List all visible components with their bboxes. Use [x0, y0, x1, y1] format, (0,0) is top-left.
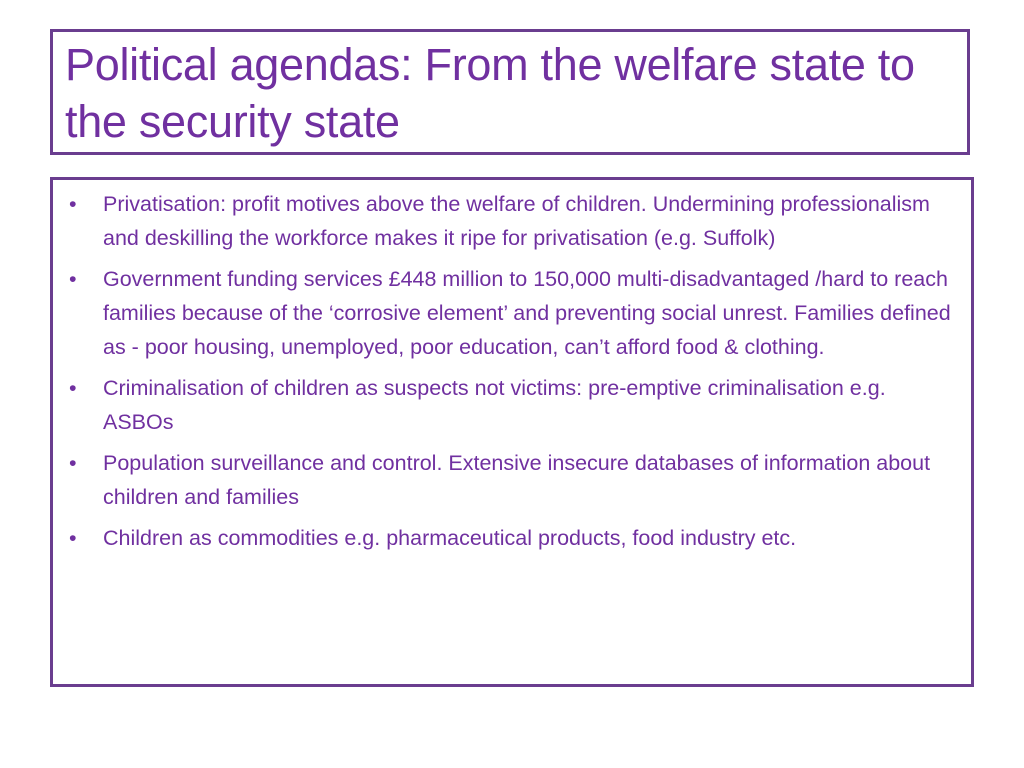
- bullet-list: [61, 187, 957, 555]
- bullet-item-privatisation: [61, 187, 957, 255]
- bullet-item-criminalisation: [61, 371, 957, 439]
- content-box: [50, 177, 974, 687]
- title-box: [50, 29, 970, 155]
- bullet-text: Criminalisation of children as suspects not victims: pre-emptive criminalisation e.g. ASBOs: [103, 376, 886, 434]
- bullet-text: Government funding services £448 million to 150,000 multi-disadvantaged /hard to reach families because of the ‘corrosive element’ and preventing social unrest. Families defined as - poor housing, unemployed, poor education, can’t afford food & clothing.: [103, 267, 951, 359]
- bullet-text: Population surveillance and control. Extensive insecure databases of information about children and families: [103, 451, 931, 509]
- bullet-item-government-funding: [61, 262, 957, 364]
- bullet-text: Privatisation: profit motives above the welfare of children. Undermining professionalism and deskilling the workforce makes it ripe for privatisation (e.g. Suffolk): [103, 192, 930, 250]
- bullet-dot-icon: •: [69, 192, 77, 216]
- bullet-item-surveillance: [61, 446, 957, 514]
- slide-title: Political agendas: From the welfare state to the security state: [65, 39, 915, 147]
- bullet-text: Children as commodities e.g. pharmaceutical products, food industry etc.: [103, 526, 797, 550]
- bullet-dot-icon: •: [69, 376, 77, 400]
- bullet-item-commodities: [61, 521, 957, 555]
- bullet-dot-icon: •: [69, 451, 77, 475]
- bullet-dot-icon: •: [69, 526, 77, 550]
- bullet-dot-icon: •: [69, 267, 77, 291]
